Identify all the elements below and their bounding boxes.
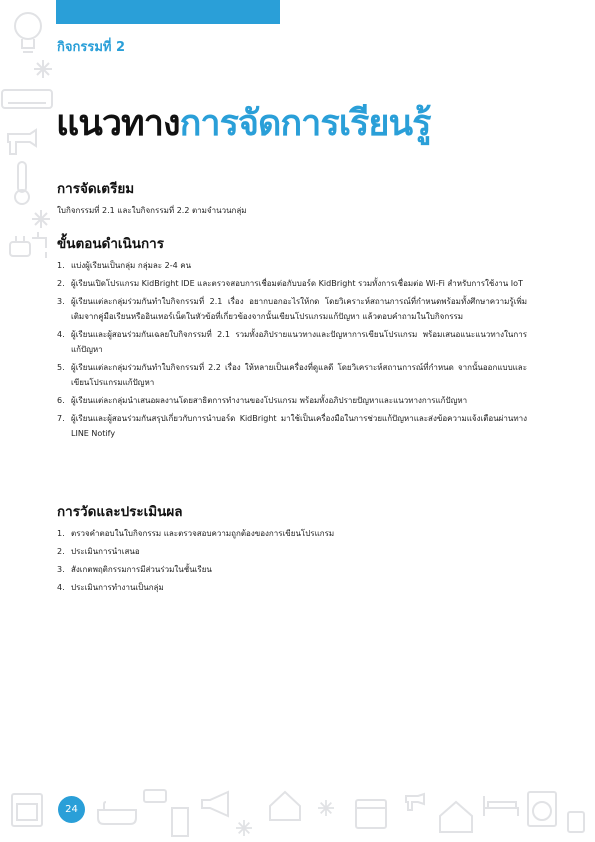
preparation-text: ใบกิจกรรมที่ 2.1 และใบกิจกรรมที่ 2.2 ตามจำนวนกลุ่ม bbox=[57, 206, 247, 215]
list-item: 4. ผู้เรียนและผู้สอนร่วมกันเฉลยใบกิจกรรมที่ 2.1 รวมทั้งอภิปรายแนวทางและปัญหาการเขียนโปรแกรม พร้อมเสนอแนะแนวทางในการแก้ปัญหา bbox=[57, 330, 527, 354]
snowflake-icon-2 bbox=[32, 210, 50, 228]
megaphone-icon bbox=[200, 790, 234, 818]
list-item: 7. ผู้เรียนและผู้สอนร่วมกันสรุปเกี่ยวกับการนำบอร์ด KidBright มาใช้เป็นเครื่องมือในการช่วยแก้ปัญหาและส่งข้อความแจ้งเตือนผ่านทาง LINE Notify bbox=[57, 414, 527, 438]
list-item: 2. ผู้เรียนเปิดโปรแกรม KidBright IDE และตรวจสอบการเชื่อมต่อกับบอร์ด KidBright รวมทั้งการเชื่อมต่อ Wi-Fi สำหรับการใช้งาน IoT bbox=[57, 279, 523, 288]
tv-icon bbox=[142, 788, 168, 806]
snowflake-icon-3 bbox=[236, 820, 252, 836]
plug-icon bbox=[8, 236, 32, 258]
page-title-dark: แนวทาง bbox=[56, 103, 180, 144]
lightbulb-icon bbox=[8, 8, 48, 58]
bathtub-icon bbox=[96, 800, 138, 826]
snowflake-icon-4 bbox=[318, 800, 334, 816]
header-accent-bar bbox=[56, 0, 280, 24]
list-item: 3. สังเกตพฤติกรรมการมีส่วนร่วมในชั้นเรียน bbox=[57, 565, 212, 574]
house-icon bbox=[436, 798, 476, 834]
washing-machine-icon bbox=[526, 790, 558, 828]
page-number-badge: 24 bbox=[58, 796, 85, 823]
hair-dryer-icon bbox=[6, 128, 42, 156]
list-item: 3. ผู้เรียนแต่ละกลุ่มร่วมกันทำใบกิจกรรมที่ 2.1 เรื่อง อยากบอกอะไรให้กด โดยวิเคราะห์สถานการณ์ที่กำหนดพร้อมทั้งศึกษาความรู้เพิ่มเติมจากคู่มือเรียนหรืออินเทอร์เน็ตในหัวข้อที่เกี่ยวข้องจากนั้นเขียนโปรแกรมแก้ปัญหา แล้วตอบคำถามในใบกิจกรรม bbox=[57, 297, 527, 321]
list-item: 4. ประเมินการทำงานเป็นกลุ่ม bbox=[57, 583, 164, 592]
list-item: 1. ตรวจคำตอบในใบกิจกรรม และตรวจสอบความถูกต้องของการเขียนโปรแกรม bbox=[57, 529, 335, 538]
page-title-blue: การจัดการเรียนรู้ bbox=[179, 103, 431, 144]
faucet-icon bbox=[30, 230, 52, 260]
steps-title: ขั้นตอนดำเนินการ bbox=[57, 236, 164, 252]
hair-dryer-icon-2 bbox=[404, 792, 426, 812]
oven-icon bbox=[10, 792, 44, 828]
thermometer-icon bbox=[12, 160, 32, 206]
steps-list bbox=[57, 258, 527, 441]
preparation-title: การจัดเตรียม bbox=[57, 181, 135, 197]
list-item: 6. ผู้เรียนแต่ละกลุ่มนำเสนอผลงานโดยสาธิตการทำงานของโปรแกรม พร้อมทั้งอภิปรายปัญหาและแนวทางการแก้ปัญหา bbox=[57, 396, 468, 405]
clipboard-icon bbox=[566, 808, 586, 834]
list-item: 2. ประเมินการนำเสนอ bbox=[57, 547, 140, 556]
snowflake-icon bbox=[34, 60, 52, 78]
activity-label: กิจกรรมที่ 2 bbox=[57, 40, 126, 55]
evaluation-title: การวัดและประเมินผล bbox=[57, 504, 183, 520]
house-hands-icon bbox=[262, 788, 308, 824]
calendar-icon bbox=[354, 796, 388, 830]
bed-icon bbox=[482, 792, 520, 818]
list-item: 5. ผู้เรียนแต่ละกลุ่มร่วมกันทำใบกิจกรรมที่ 2.2 เรื่อง ให้หลายเป็นเครื่องที่ดูแลดี โดยวิเคราะห์สถานการณ์ที่กำหนด จากนั้นออกแบบและเขียนโปรแกรมแก้ปัญหา bbox=[57, 363, 527, 387]
evaluation-section bbox=[57, 500, 527, 598]
evaluation-list bbox=[57, 526, 527, 595]
page-title bbox=[56, 94, 430, 151]
steps-section bbox=[57, 232, 527, 444]
list-item: 1. แบ่งผู้เรียนเป็นกลุ่ม กลุ่มละ 2-4 คน bbox=[57, 261, 192, 270]
door-icon bbox=[170, 806, 190, 838]
air-conditioner-icon bbox=[0, 88, 54, 114]
preparation-section bbox=[57, 177, 527, 218]
